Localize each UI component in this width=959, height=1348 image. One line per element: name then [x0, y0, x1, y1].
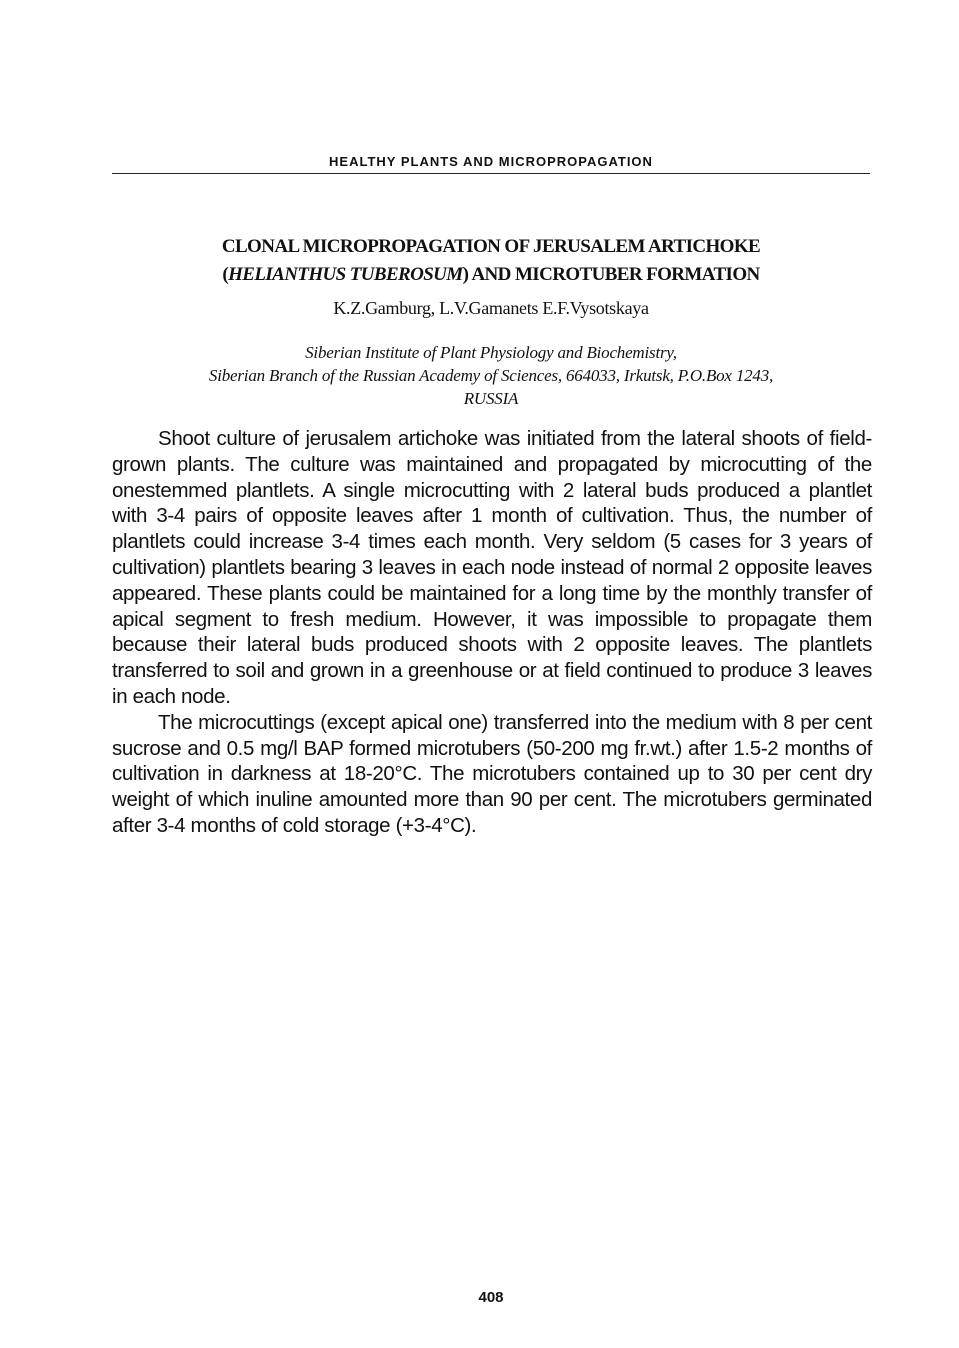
article-title	[112, 233, 870, 289]
affiliation-line-2: Siberian Branch of the Russian Academy of Sciences, 664033, Irkutsk, P.O.Box 1243,	[208, 366, 774, 385]
body-paragraph-2: The microcuttings (except apical one) transferred into the medium with 8 per cent sucrose and 0.5 mg/l BAP formed microtubers (50-200 mg fr.wt.) after 1.5-2 months of cultivation in darkness at 18-20°C. The microtubers contained up to 30 per cent dry weight of which inuline amounted more than 90 per cent. The microtubers germinated after 3-4 months of cold storage (+3-4°C).	[112, 710, 872, 837]
title-line-1: CLONAL MICROPROPAGATION OF JERUSALEM ARTICHOKE	[221, 236, 761, 257]
title-line-2-open: (	[222, 264, 229, 285]
running-head-rule	[112, 173, 870, 174]
article-body	[112, 426, 872, 839]
running-head: HEALTHY PLANTS AND MICROPROPAGATION	[329, 154, 653, 169]
title-line-2-close: ) AND MICROTUBER FORMATION	[462, 264, 760, 285]
title-species-name: HELIANTHUS TUBEROSUM	[228, 264, 463, 285]
article-authors: K.Z.Gamburg, L.V.Gamanets E.F.Vysotskaya	[333, 298, 649, 318]
page-number: 408	[478, 1289, 504, 1306]
body-paragraph-1: Shoot culture of jerusalem artichoke was initiated from the lateral shoots of field-grown plants. The culture was maintained and propagated by microcutting of the onestemmed plantlets. A single microcutting with 2 lateral buds produced a plantlet with 3-4 pairs of opposite leaves after 1 month of cultivation. Thus, the number of plantlets could increase 3-4 times each month. Very seldom (5 cases for 3 years of cultivation) plantlets bearing 3 leaves in each node instead of normal 2 opposite leaves appeared. These plants could be maintained for a long time by the monthly transfer of apical segment to fresh medium. However, it was impossible to propagate them because their lateral buds produced shoots with 2 opposite leaves. The plantlets transferred to soil and grown in a greenhouse or at field continued to produce 3 leaves in each node.	[112, 427, 872, 708]
affiliation-line-1: Siberian Institute of Plant Physiology and Biochemistry,	[305, 343, 677, 362]
article-affiliation	[112, 341, 870, 410]
affiliation-line-3: RUSSIA	[463, 389, 519, 408]
